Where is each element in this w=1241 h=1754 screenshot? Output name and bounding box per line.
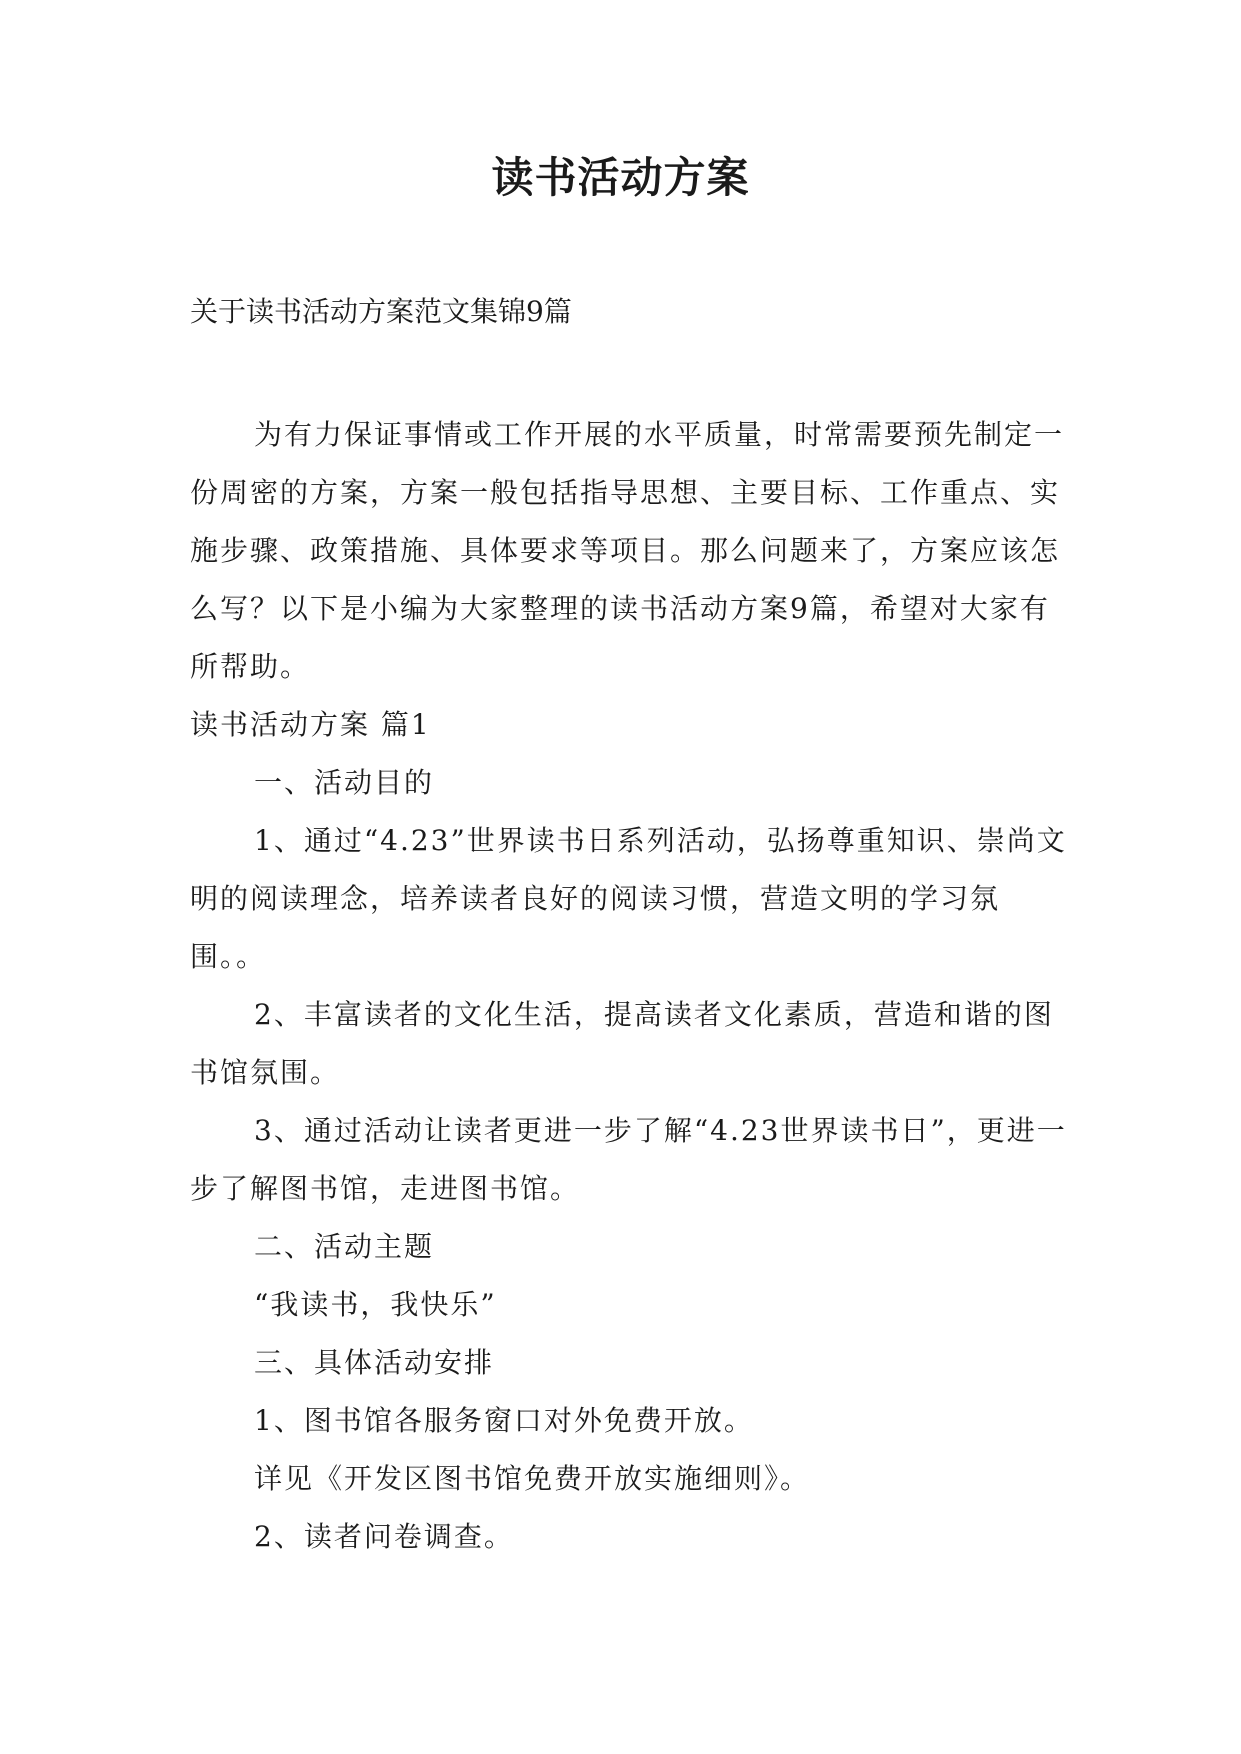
- document-body: [190, 406, 1070, 1566]
- purpose-item-2: 2、丰富读者的文化生活，提高读者文化素质，营造和谐的图书馆氛围。: [190, 998, 1054, 1089]
- intro-paragraph: 为有力保证事情或工作开展的水平质量，时常需要预先制定一份周密的方案，方案一般包括指导思想、主要目标、工作重点、实施步骤、政策措施、具体要求等项目。那么问题来了，方案应该怎么写？以下是小编为大家整理的读书活动方案9篇，希望对大家有所帮助。: [190, 418, 1065, 683]
- heading-activity-schedule: 三、具体活动安排: [254, 1346, 495, 1379]
- activity-theme-text: “我读书，我快乐”: [254, 1288, 497, 1321]
- schedule-item-1-note: 详见《开发区图书馆免费开放实施细则》。: [254, 1462, 811, 1495]
- heading-activity-purpose: 一、活动目的: [254, 766, 435, 799]
- purpose-item-3: 3、通过活动让读者更进一步了解“4.23世界读书日”，更进一步了解图书馆，走进图书馆。: [190, 1114, 1067, 1205]
- section-heading: 读书活动方案 篇1: [190, 708, 431, 741]
- document-subtitle: 关于读书活动方案范文集锦9篇: [190, 295, 572, 328]
- schedule-item-1: 1、图书馆各服务窗口对外免费开放。: [254, 1404, 754, 1437]
- schedule-item-2: 2、读者问卷调查。: [254, 1520, 514, 1553]
- heading-activity-theme: 二、活动主题: [254, 1230, 435, 1263]
- purpose-item-1: 1、通过“4.23”世界读书日系列活动，弘扬尊重知识、崇尚文明的阅读理念，培养读者良好的阅读习惯，营造文明的学习氛围。。: [190, 824, 1067, 973]
- document-title: 读书活动方案: [491, 153, 750, 202]
